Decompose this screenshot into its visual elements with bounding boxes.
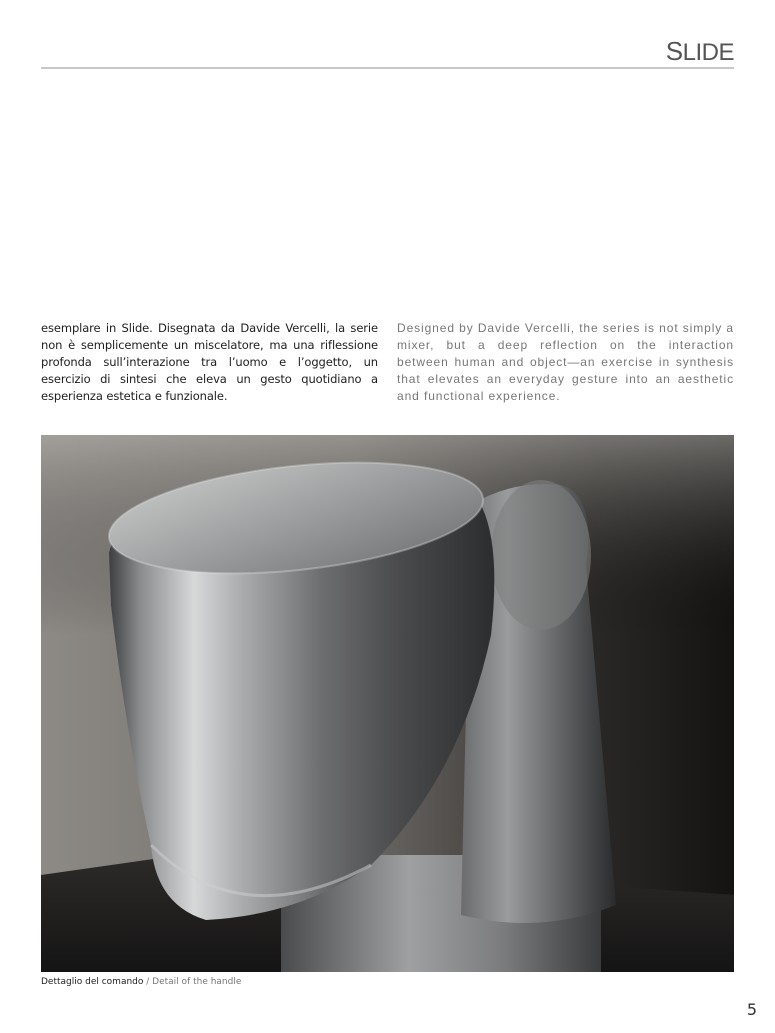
product-photo	[41, 435, 734, 972]
page-number: 5	[746, 1000, 757, 1019]
header-title-rest: LIDE	[682, 39, 734, 66]
english-paragraph: Designed by Davide Vercelli, the series is not simply a mixer, but a deep reflection on the interaction between human and object—an exercise in synthesis that elevates an everyday gesture into an aesthetic and functional experience.	[397, 321, 734, 403]
caption-italian: Dettaglio del comando	[41, 977, 144, 987]
header-title-initial: S	[665, 36, 683, 66]
italian-paragraph: esemplare in Slide. Disegnata da Davide Vercelli, la serie non è semplicemente un miscelatore, ma una riflessione profonda sull’interazione tra l’uomo e l’oggetto, un esercizio di sintesi che eleva un gesto quotidiano a esperienza estetica e funzionale.	[41, 321, 378, 403]
photo-caption	[41, 977, 241, 987]
caption-separator: /	[143, 977, 153, 987]
page-header-title	[666, 38, 734, 65]
caption-english: Detail of the handle	[152, 977, 242, 987]
header-divider	[41, 67, 734, 69]
